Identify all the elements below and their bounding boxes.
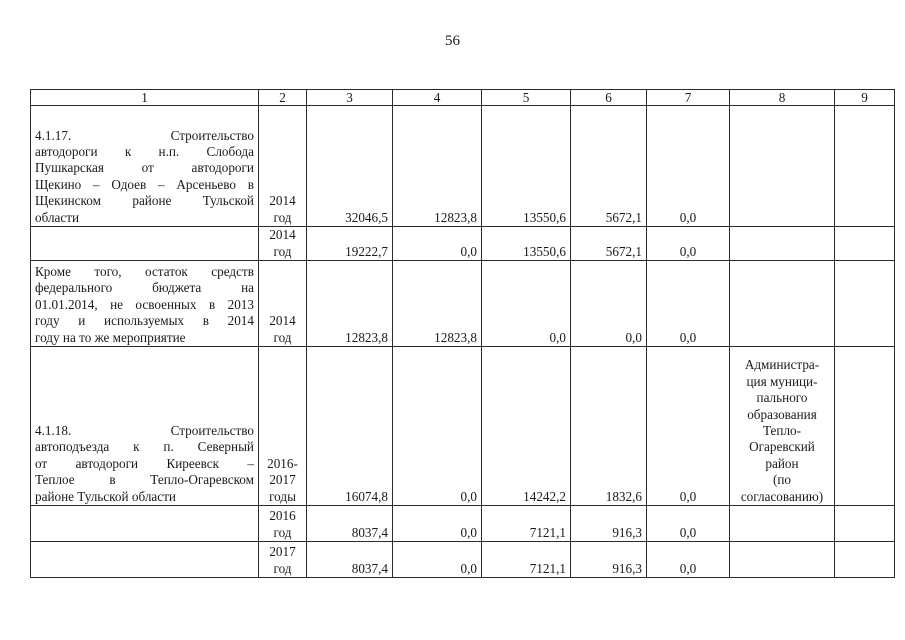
description-line: автоподъезда к п. Северный [35,439,254,455]
description-line: районе Тульской области [35,488,176,504]
period-line: год [273,329,292,345]
responsible-line: Огаревский [749,439,815,455]
column-header: 7 [647,90,730,106]
table-row [31,106,895,227]
table-row [31,261,895,347]
table-row [31,506,895,542]
amount-c4: 12823,8 [393,261,482,347]
period-cell [259,347,307,506]
responsible-party [730,261,835,347]
column-header: 1 [31,90,259,106]
period-line: 2014 [269,313,296,329]
column-9-cell [835,542,895,578]
item-description [31,227,259,261]
column-header: 3 [307,90,393,106]
column-9-cell [835,227,895,261]
description-line: автодороги к н.п. Слобода [35,143,254,159]
column-header: 9 [835,90,895,106]
description-line: области [35,209,80,225]
description-line: Щекинском районе Тульской [35,193,254,209]
column-header: 6 [571,90,647,106]
description-line: Кроме того, остаток средств [35,263,254,279]
responsible-line: образования [747,406,817,422]
amount-c4: 12823,8 [393,106,482,227]
responsible-line: (по [772,472,792,488]
period-line: год [273,560,292,576]
amount-c6: 5672,1 [571,106,647,227]
item-description [31,106,259,227]
amount-c7: 0,0 [647,347,730,506]
amount-c3: 8037,4 [307,542,393,578]
amount-c6: 5672,1 [571,227,647,261]
period-line: 2016 [269,508,296,524]
amount-c5: 7121,1 [482,506,571,542]
amount-c7: 0,0 [647,542,730,578]
period-cell [259,542,307,578]
period-cell [259,506,307,542]
responsible-line: согласованию) [740,488,824,504]
amount-c6: 916,3 [571,542,647,578]
table-row [31,542,895,578]
responsible-party [730,347,835,506]
period-line: 2014 [269,227,296,243]
column-header: 8 [730,90,835,106]
amount-c3: 32046,5 [307,106,393,227]
responsible-party [730,106,835,227]
description-line: Щекино – Одоев – Арсеньево в [35,176,254,192]
description-line: 4.1.17. Строительство [35,127,254,143]
amount-c3: 8037,4 [307,506,393,542]
period-line: годы [269,488,296,504]
column-9-cell [835,506,895,542]
amount-c5: 14242,2 [482,347,571,506]
description-line: 01.01.2014, не освоенных в 2013 [35,296,254,312]
column-header: 2 [259,90,307,106]
item-description [31,506,259,542]
amount-c6: 916,3 [571,506,647,542]
amount-c7: 0,0 [647,227,730,261]
amount-c6: 1832,6 [571,347,647,506]
column-9-cell [835,347,895,506]
period-line: 2017 [269,472,296,488]
page-number: 56 [445,33,460,49]
column-header: 4 [393,90,482,106]
responsible-line: район [765,455,799,471]
amount-c4: 0,0 [393,542,482,578]
description-line: федерального бюджета на [35,280,254,296]
responsible-line: ция муници- [746,373,818,389]
amount-c4: 0,0 [393,347,482,506]
amount-c4: 0,0 [393,506,482,542]
table-row [31,227,895,261]
table-header-row [31,90,895,106]
responsible-party [730,506,835,542]
amount-c7: 0,0 [647,261,730,347]
period-line: 2016- [267,455,298,471]
period-cell [259,227,307,261]
amount-c3: 12823,8 [307,261,393,347]
column-header: 5 [482,90,571,106]
period-line: год [273,524,292,540]
responsible-line: Администра- [744,357,820,373]
responsible-party [730,542,835,578]
amount-c4: 0,0 [393,227,482,261]
item-description [31,542,259,578]
description-line: году и используемых в 2014 [35,313,254,329]
period-line: 2014 [269,193,296,209]
description-line: от автодороги Киреевск – [35,455,254,471]
item-description [31,347,259,506]
responsible-line: Тепло- [762,422,802,438]
column-9-cell [835,261,895,347]
period-line: год [273,243,292,259]
amount-c5: 13550,6 [482,227,571,261]
amount-c3: 16074,8 [307,347,393,506]
responsible-party [730,227,835,261]
column-9-cell [835,106,895,227]
period-line: год [273,209,292,225]
description-line: 4.1.18. Строительство [35,422,254,438]
budget-table [30,89,895,578]
description-line: Теплое в Тепло-Огаревском [35,472,254,488]
amount-c5: 7121,1 [482,542,571,578]
amount-c7: 0,0 [647,506,730,542]
description-line: году на то же мероприятие [35,329,186,345]
period-cell [259,106,307,227]
amount-c3: 19222,7 [307,227,393,261]
amount-c5: 13550,6 [482,106,571,227]
amount-c5: 0,0 [482,261,571,347]
description-line: Пушкарская от автодороги [35,160,254,176]
period-cell [259,261,307,347]
table-row [31,347,895,506]
responsible-line: пального [756,390,808,406]
period-line: 2017 [269,544,296,560]
amount-c6: 0,0 [571,261,647,347]
amount-c7: 0,0 [647,106,730,227]
item-description [31,261,259,347]
